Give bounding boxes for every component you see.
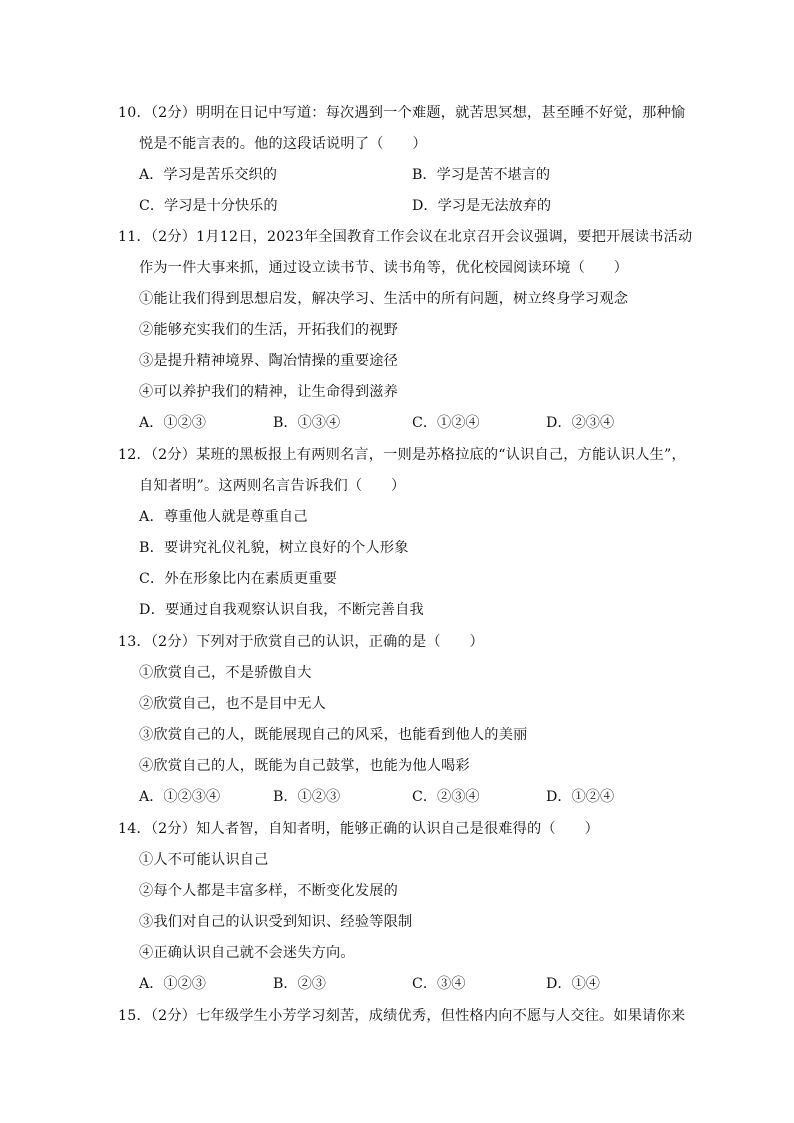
question-11-item-2: ②能够充实我们的生活，开拓我们的视野 (139, 322, 398, 338)
question-12-option-b: B．要讲究礼仪礼貌，树立良好的个人形象 (139, 540, 409, 556)
question-14-item-1: ①人不可能认识自己 (139, 852, 269, 868)
question-11-option-c: C．①②④ (412, 415, 480, 431)
question-11-item-4: ④可以养护我们的精神，让生命得到滋养 (139, 384, 398, 400)
question-10-option-c: C．学习是十分快乐的 (139, 198, 278, 214)
question-11-stem-line-2: 作为一件大事来抓，通过设立读书节、读书角等，优化校园阅读环境（ ） (139, 260, 629, 276)
question-11-item-1: ①能让我们得到思想启发，解决学习、生活中的所有问题，树立终身学习观念 (139, 291, 629, 307)
question-14-option-d: D．①④ (546, 976, 600, 992)
question-14-stem-line-1: 14．（2分）知人者智，自知者明，能够正确的认识自己是很难得的（ ） (118, 821, 599, 837)
question-14-option-b: B．②③ (273, 976, 326, 992)
question-13-option-a: A．①②③④ (139, 789, 221, 805)
question-13-item-3: ③欣赏自己的人，既能展现自己的风采，也能看到他人的美丽 (139, 727, 528, 743)
question-10-option-a: A．学习是苦乐交织的 (139, 167, 277, 183)
question-10-option-d: D．学习是无法放弃的 (412, 198, 552, 214)
question-13-item-4: ④欣赏自己的人，既能为自己鼓掌，也能为他人喝彩 (139, 758, 470, 774)
question-14-option-a: A．①②③ (139, 976, 206, 992)
question-11-option-b: B．①③④ (273, 415, 341, 431)
question-14-item-4: ④正确认识自己就不会迷失方向。 (139, 945, 355, 961)
question-14-item-2: ②每个人都是丰富多样，不断变化发展的 (139, 883, 398, 899)
question-13-item-1: ①欣赏自己，不是骄傲自大 (139, 665, 312, 681)
question-13-option-d: D．①②④ (546, 789, 615, 805)
question-10-stem-line-2: 悦是不能言表的。他的这段话说明了（ ） (139, 136, 427, 152)
question-12-stem-line-2: 自知者明”。这两则名言告诉我们（ ） (139, 478, 406, 494)
question-13-option-c: C．②③④ (412, 789, 480, 805)
question-12-option-d: D．要通过自我观察认识自我，不断完善自我 (139, 602, 424, 618)
question-12-option-c: C．外在形象比内在素质更重要 (139, 571, 338, 587)
question-12-stem-line-1: 12．（2分）某班的黑板报上有两则名言，一则是苏格拉底的“认识自己，方能认识人生”， (118, 447, 686, 463)
question-13-stem-line-1: 13．（2分）下列对于欣赏自己的认识，正确的是（ ） (118, 634, 484, 650)
question-15-stem-line-1: 15．（2分）七年级学生小芳学习刻苦，成绩优秀，但性格内向不愿与人交往。如果请你来 (118, 1008, 686, 1024)
question-12-option-a: A．尊重他人就是尊重自己 (139, 509, 308, 525)
question-11-item-3: ③是提升精神境界、陶冶情操的重要途径 (139, 353, 398, 369)
question-10-stem-line-1: 10．（2分）明明在日记中写道：每次遇到一个难题，就苦思冥想，甚至睡不好觉，那种愉 (118, 105, 686, 121)
question-13-option-b: B．①②③ (273, 789, 341, 805)
question-10-option-b: B．学习是苦不堪言的 (412, 167, 551, 183)
question-14-item-3: ③我们对自己的认识受到知识、经验等限制 (139, 914, 413, 930)
question-14-option-c: C．③④ (412, 976, 466, 992)
question-13-item-2: ②欣赏自己，也不是目中无人 (139, 696, 327, 712)
question-11-option-d: D．②③④ (546, 415, 615, 431)
question-11-stem-line-1: 11．（2分）1月12日，2023年全国教育工作会议在北京召开会议强调，要把开展读书活动 (118, 229, 693, 245)
question-11-option-a: A．①②③ (139, 415, 206, 431)
